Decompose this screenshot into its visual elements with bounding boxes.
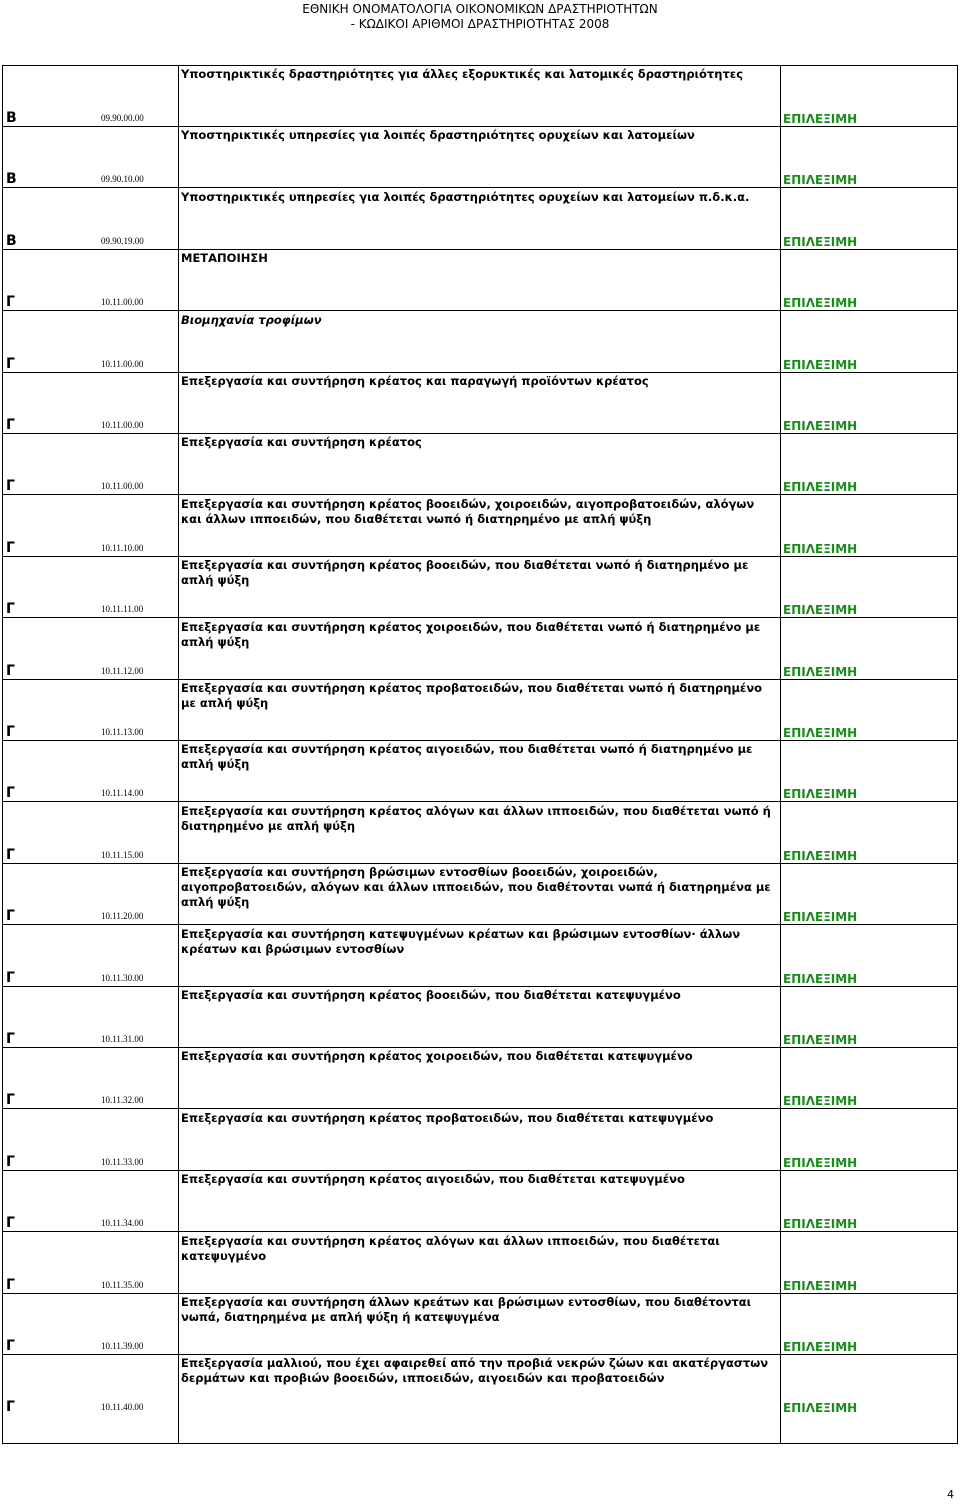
table-row bbox=[3, 864, 957, 925]
eligibility-label: ΕΠΙΛΕΞΙΜΗ bbox=[783, 603, 858, 617]
activity-description: Βιομηχανία τροφίμων bbox=[181, 313, 322, 327]
activity-description: Επεξεργασία μαλλιού, που έχει αφαιρεθεί από την προβιά νεκρών ζώων και ακατέργαστων δερμάτων και προβιών βοοειδών, ιπποειδών, αιγοειδών και προβατοειδών bbox=[181, 1356, 769, 1385]
table-row bbox=[3, 987, 957, 1048]
activity-description: Επεξεργασία και συντήρηση κρέατος αλόγων και άλλων ιπποειδών, που διαθέτεται κατεψυγμένο bbox=[181, 1234, 720, 1263]
row-divider bbox=[3, 617, 957, 618]
eligibility-label: ΕΠΙΛΕΞΙΜΗ bbox=[783, 849, 858, 863]
activity-level: Γ bbox=[6, 724, 15, 740]
table-row bbox=[3, 557, 957, 618]
activity-level: Γ bbox=[6, 663, 15, 679]
activity-level: Γ bbox=[6, 1092, 15, 1108]
eligibility-label: ΕΠΙΛΕΞΙΜΗ bbox=[783, 235, 858, 249]
activity-code: 10.11.34.00 bbox=[101, 1218, 144, 1228]
activity-level: Β bbox=[6, 233, 17, 249]
eligibility-label: ΕΠΙΛΕΞΙΜΗ bbox=[783, 1156, 858, 1170]
activity-level: Γ bbox=[6, 847, 15, 863]
eligibility-label: ΕΠΙΛΕΞΙΜΗ bbox=[783, 1033, 858, 1047]
table-row bbox=[3, 619, 957, 680]
activity-description: ΜΕΤΑΠΟΙΗΣΗ bbox=[181, 251, 268, 265]
activity-level: Γ bbox=[6, 970, 15, 986]
eligibility-label: ΕΠΙΛΕΞΙΜΗ bbox=[783, 419, 858, 433]
activity-description: Επεξεργασία και συντήρηση κρέατος χοιροειδών, που διαθέτεται κατεψυγμένο bbox=[181, 1049, 693, 1063]
eligibility-label: ΕΠΙΛΕΞΙΜΗ bbox=[783, 726, 858, 740]
eligibility-label: ΕΠΙΛΕΞΙΜΗ bbox=[783, 173, 858, 187]
activity-level: Γ bbox=[6, 540, 15, 556]
activity-level: Γ bbox=[6, 908, 15, 924]
table-row bbox=[3, 1110, 957, 1171]
row-divider bbox=[3, 801, 957, 802]
row-divider bbox=[3, 1108, 957, 1109]
activity-description: Επεξεργασία και συντήρηση κατεψυγμένων κρέατων και βρώσιμων εντοσθίων· άλλων κρέατων και βρώσιμων εντοσθίων bbox=[181, 927, 741, 956]
activity-code: 10.11.10.00 bbox=[101, 543, 144, 553]
eligibility-label: ΕΠΙΛΕΞΙΜΗ bbox=[783, 665, 858, 679]
activity-code: 09.90.10.00 bbox=[101, 174, 144, 184]
activity-code: 10.11.35.00 bbox=[101, 1280, 144, 1290]
activity-description: Επεξεργασία και συντήρηση βρώσιμων εντοσθίων βοοειδών, χοιροειδών, αιγοπροβατοειδών, αλόγων και άλλων ιπποειδών, που διαθέτονται νωπά ή διατηρημένα με απλή ψύξη bbox=[181, 865, 771, 909]
table-row bbox=[3, 312, 957, 373]
activity-description: Επεξεργασία και συντήρηση κρέατος βοοειδών, που διαθέτεται νωπό ή διατηρημένο με απλή ψύξη bbox=[181, 558, 749, 587]
activity-level: Γ bbox=[6, 785, 15, 801]
table-row bbox=[3, 66, 957, 127]
table-row bbox=[3, 127, 957, 188]
activity-description: Επεξεργασία και συντήρηση κρέατος αιγοειδών, που διαθέτεται κατεψυγμένο bbox=[181, 1172, 685, 1186]
eligibility-label: ΕΠΙΛΕΞΙΜΗ bbox=[783, 112, 858, 126]
activity-code-table bbox=[2, 65, 958, 1444]
activity-description: Υποστηρικτικές υπηρεσίες για λοιπές δραστηριότητες ορυχείων και λατομείων π.δ.κ.α. bbox=[181, 190, 750, 204]
activity-code: 10.11.30.00 bbox=[101, 973, 144, 983]
table-row bbox=[3, 1171, 957, 1232]
eligibility-label: ΕΠΙΛΕΞΙΜΗ bbox=[783, 1217, 858, 1231]
eligibility-label: ΕΠΙΛΕΞΙΜΗ bbox=[783, 1094, 858, 1108]
table-row bbox=[3, 680, 957, 741]
activity-code: 10.11.20.00 bbox=[101, 911, 144, 921]
activity-code: 10.11.15.00 bbox=[101, 850, 144, 860]
table-row bbox=[3, 926, 957, 987]
activity-code: 10.11.00.00 bbox=[101, 481, 144, 491]
header-subtitle: - ΚΩΔΙΚΟΙ ΑΡΙΘΜΟΙ ΔΡΑΣΤΗΡΙΟΤΗΤΑΣ 2008 bbox=[350, 17, 610, 31]
activity-code: 10.11.40.00 bbox=[101, 1402, 144, 1412]
activity-code: 10.11.00.00 bbox=[101, 359, 144, 369]
eligibility-label: ΕΠΙΛΕΞΙΜΗ bbox=[783, 296, 858, 310]
table-row bbox=[3, 496, 957, 557]
row-divider bbox=[3, 310, 957, 311]
eligibility-label: ΕΠΙΛΕΞΙΜΗ bbox=[783, 542, 858, 556]
table-row bbox=[3, 1294, 957, 1355]
activity-description: Επεξεργασία και συντήρηση κρέατος αλόγων και άλλων ιπποειδών, που διαθέτεται νωπό ή διατηρημένο με απλή ψύξη bbox=[181, 804, 771, 833]
activity-description: Επεξεργασία και συντήρηση κρέατος χοιροειδών, που διαθέτεται νωπό ή διατηρημένο με απλή ψύξη bbox=[181, 620, 761, 649]
table-row bbox=[3, 189, 957, 250]
eligibility-label: ΕΠΙΛΕΞΙΜΗ bbox=[783, 1401, 858, 1415]
page-number: 4 bbox=[947, 1488, 954, 1501]
activity-code: 09.90.19.00 bbox=[101, 236, 144, 246]
eligibility-label: ΕΠΙΛΕΞΙΜΗ bbox=[783, 1340, 858, 1354]
activity-level: Β bbox=[6, 171, 17, 187]
activity-description: Επεξεργασία και συντήρηση κρέατος βοοειδών, που διαθέτεται κατεψυγμένο bbox=[181, 988, 681, 1002]
table-row bbox=[3, 803, 957, 864]
activity-code: 10.11.12.00 bbox=[101, 666, 144, 676]
table-row bbox=[3, 1233, 957, 1294]
eligibility-label: ΕΠΙΛΕΞΙΜΗ bbox=[783, 972, 858, 986]
row-divider bbox=[3, 1231, 957, 1232]
activity-code: 10.11.32.00 bbox=[101, 1095, 144, 1105]
activity-code: 10.11.00.00 bbox=[101, 420, 144, 430]
row-divider bbox=[3, 187, 957, 188]
table-row bbox=[3, 434, 957, 495]
activity-level: Γ bbox=[6, 1215, 15, 1231]
activity-code: 10.11.33.00 bbox=[101, 1157, 144, 1167]
activity-level: Γ bbox=[6, 478, 15, 494]
activity-level: Γ bbox=[6, 1277, 15, 1293]
activity-code: 10.11.31.00 bbox=[101, 1034, 144, 1044]
header-title: ΕΘΝΙΚΗ ΟΝΟΜΑΤΟΛΟΓΙΑ ΟΙΚΟΝΟΜΙΚΩΝ ΔΡΑΣΤΗΡΙΟΤΗΤΩΝ bbox=[302, 2, 658, 16]
activity-level: Β bbox=[6, 110, 17, 126]
activity-level: Γ bbox=[6, 356, 15, 372]
activity-level: Γ bbox=[6, 1031, 15, 1047]
activity-description: Υποστηρικτικές υπηρεσίες για λοιπές δραστηριότητες ορυχείων και λατομείων bbox=[181, 128, 695, 142]
activity-description: Επεξεργασία και συντήρηση κρέατος βοοειδών, χοιροειδών, αιγοπροβατοειδών, αλόγων και άλλων ιπποειδών, που διαθέτεται νωπό ή διατηρημένο με απλή ψύξη bbox=[181, 497, 755, 526]
eligibility-label: ΕΠΙΛΕΞΙΜΗ bbox=[783, 1279, 858, 1293]
activity-description: Επεξεργασία και συντήρηση κρέατος προβατοειδών, που διαθέτεται νωπό ή διατηρημένο με απλή ψύξη bbox=[181, 681, 763, 710]
table-row bbox=[3, 1048, 957, 1109]
activity-description: Επεξεργασία και συντήρηση κρέατος αιγοειδών, που διαθέτεται νωπό ή διατηρημένο με απλή ψύξη bbox=[181, 742, 753, 771]
activity-description: Επεξεργασία και συντήρηση κρέατος και παραγωγή προϊόντων κρέατος bbox=[181, 374, 649, 388]
table-row bbox=[3, 741, 957, 802]
row-divider bbox=[3, 494, 957, 495]
activity-code: 10.11.14.00 bbox=[101, 788, 144, 798]
activity-level: Γ bbox=[6, 417, 15, 433]
activity-code: 10.11.13.00 bbox=[101, 727, 144, 737]
table-row bbox=[3, 1355, 957, 1416]
activity-level: Γ bbox=[6, 294, 15, 310]
activity-description: Επεξεργασία και συντήρηση κρέατος bbox=[181, 435, 422, 449]
activity-code: 10.11.11.00 bbox=[101, 604, 144, 614]
activity-description: Επεξεργασία και συντήρηση κρέατος προβατοειδών, που διαθέτεται κατεψυγμένο bbox=[181, 1111, 714, 1125]
eligibility-label: ΕΠΙΛΕΞΙΜΗ bbox=[783, 910, 858, 924]
eligibility-label: ΕΠΙΛΕΞΙΜΗ bbox=[783, 787, 858, 801]
activity-level: Γ bbox=[6, 1399, 15, 1415]
table-row bbox=[3, 250, 957, 311]
activity-description: Επεξεργασία και συντήρηση άλλων κρεάτων και βρώσιμων εντοσθίων, που διαθέτονται νωπά, διατηρημένα με απλή ψύξη ή κατεψυγμένα bbox=[181, 1295, 752, 1324]
activity-code: 10.11.00.00 bbox=[101, 297, 144, 307]
eligibility-label: ΕΠΙΛΕΞΙΜΗ bbox=[783, 358, 858, 372]
table-row bbox=[3, 373, 957, 434]
activity-description: Υποστηρικτικές δραστηριότητες για άλλες εξορυκτικές και λατομικές δραστηριότητες bbox=[181, 67, 744, 81]
activity-level: Γ bbox=[6, 601, 15, 617]
activity-code: 09.90.00.00 bbox=[101, 113, 144, 123]
activity-level: Γ bbox=[6, 1338, 15, 1354]
eligibility-label: ΕΠΙΛΕΞΙΜΗ bbox=[783, 480, 858, 494]
activity-code: 10.11.39.00 bbox=[101, 1341, 144, 1351]
activity-level: Γ bbox=[6, 1154, 15, 1170]
row-divider bbox=[3, 924, 957, 925]
